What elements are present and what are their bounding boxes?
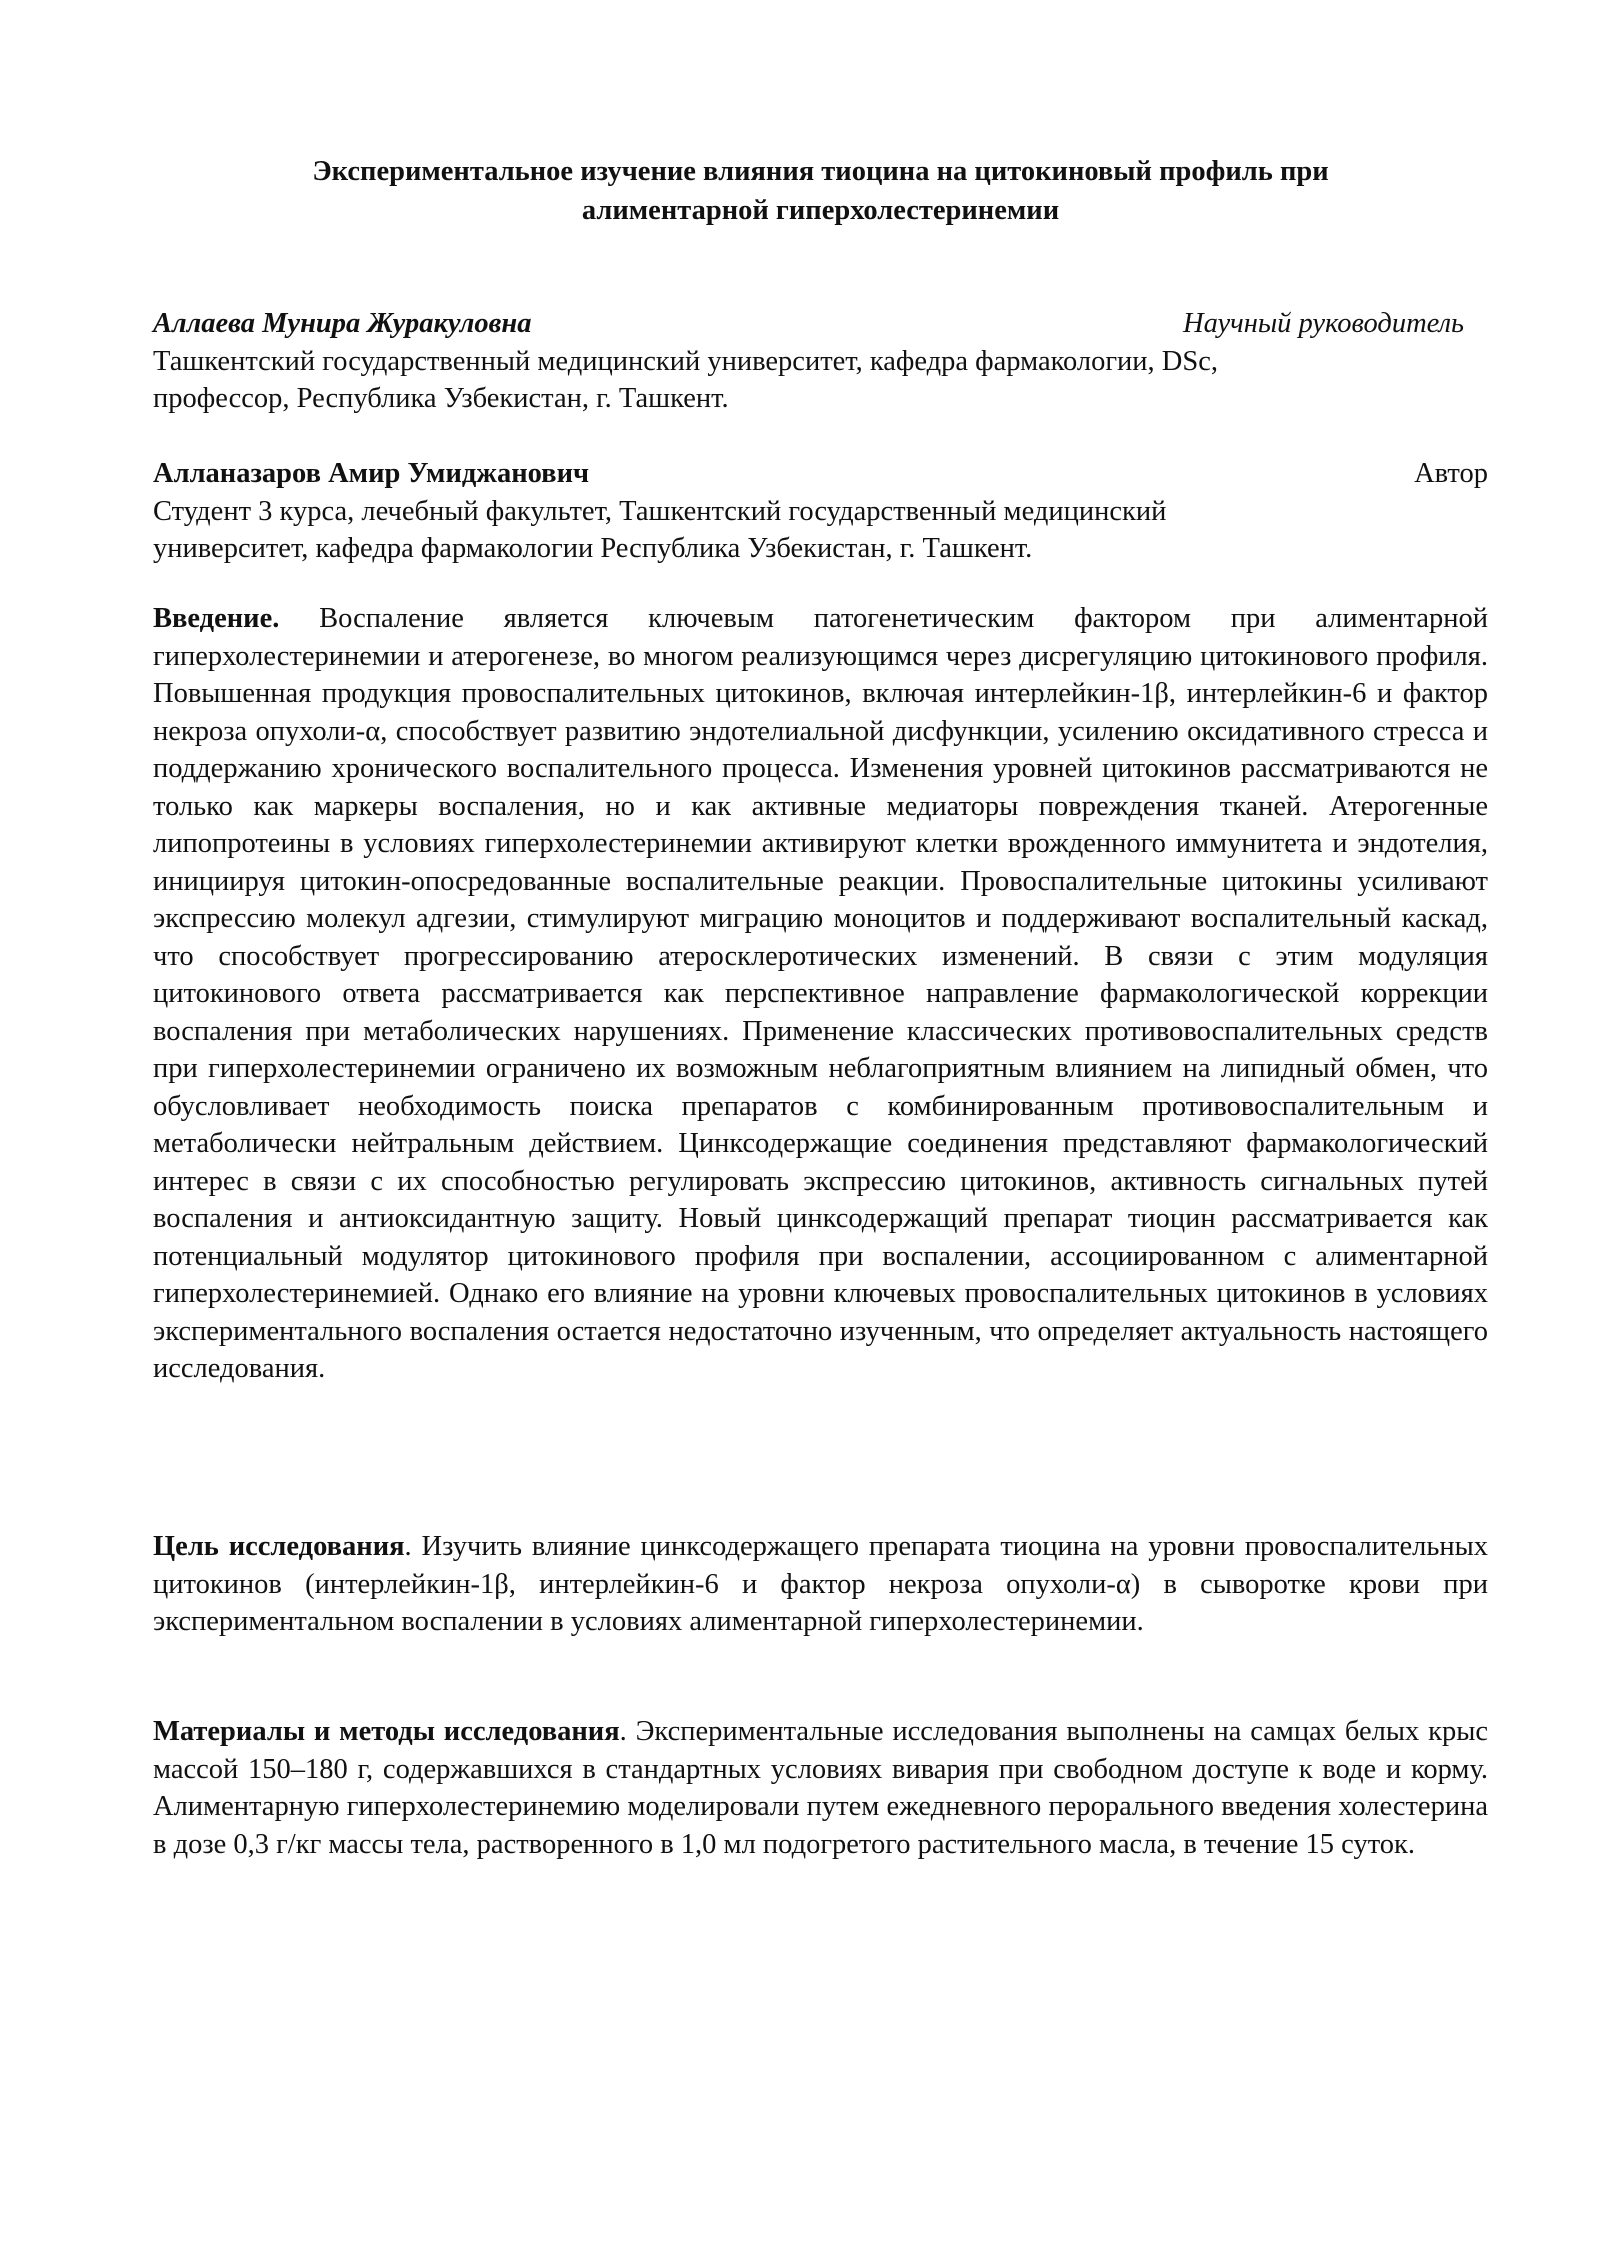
title-line-1: Экспериментальное изучение влияния тиоцина на цитокиновый профиль при (312, 156, 1329, 187)
supervisor-name: Аллаева Мунира Журакуловна (153, 308, 532, 339)
introduction-section (153, 600, 1488, 1388)
methods-text: . Экспериментальные исследования выполнены на самцах белых крыс массой 150–180 г, содержавшихся в стандартных условиях вивария при свободном доступе к воде и корму. Алиментарную гиперхолестеринемию моделировали путем ежедневного перорального введения холестерина в дозе 0,3 г/кг массы тела, растворенного в 1,0 мл подогретого растительного масла, в течение 15 суток. (153, 1716, 1489, 1860)
paper-title (153, 152, 1488, 230)
aim-heading: Цель исследования (153, 1531, 405, 1562)
author-affiliation-line-1: Студент 3 курса, лечебный факультет, Ташкентский государственный медицинский (153, 495, 1167, 527)
introduction-text: Воспаление является ключевым патогенетическим фактором при алиментарной гиперхолестеринемии и атерогенезе, во многом реализующимся через дисрегуляцию цитокинового профиля. Повышенная продукция провоспалительных цитокинов, включая интерлейкин-1β, интерлейкин-6 и фактор некроза опухоли-α, способствует развитию эндотелиальной дисфункции, усилению оксидативного стресса и поддержанию хронического воспалительного процесса. Изменения уровней цитокинов рассматриваются не только как маркеры воспаления, но и как активные медиаторы повреждения тканей. Атерогенные липопротеины в условиях гиперхолестеринемии активируют клетки врожденного иммунитета и эндотелия, инициируя цитокин-опосредованные воспалительные реакции. Провоспалительные цитокины усиливают экспрессию молекул адгезии, стимулируют миграцию моноцитов и поддерживают воспалительный каскад, что способствует прогрессированию атеросклеротических изменений. В связи с этим модуляция цитокинового ответа рассматривается как перспективное направление фармакологической коррекции воспаления при метаболических нарушениях. Применение классических противовоспалительных средств при гиперхолестеринемии ограничено их возможным неблагоприятным влиянием на липидный обмен, что обусловливает необходимость поиска препаратов с комбинированным противовоспалительным и метаболически нейтральным действием. Цинксодержащие соединения представляют фармакологический интерес в связи с их способностью регулировать экспрессию цитокинов, активность сигнальных путей воспаления и антиоксидантную защиту. Новый цинксодержащий препарат тиоцин рассматривается как потенциальный модулятор цитокинового профиля при воспалении, ассоциированном с алиментарной гиперхолестеринемией. Однако его влияние на уровни ключевых провоспалительных цитокинов в условиях экспериментального воспаления остается недостаточно изученным, что определяет актуальность настоящего исследования. (153, 603, 1488, 1384)
supervisor-affiliation-line-1: Ташкентский государственный медицинский университет, кафедра фармакологии, DSc, (153, 345, 1219, 377)
supervisor-block (153, 305, 1488, 418)
introduction-heading: Введение. (153, 603, 280, 634)
aim-text: . Изучить влияние цинксодержащего препарата тиоцина на уровни провоспалительных цитокинов (интерлейкин-1β, интерлейкин-6 и фактор некроза опухоли-α) в сыворотке крови при экспериментальном воспалении в условиях алиментарной гиперхолестеринемии. (153, 1531, 1488, 1637)
author-block (153, 455, 1488, 568)
author-affiliation-line-2: университет, кафедра фармакологии Республика Узбекистан, г. Ташкент. (153, 533, 1033, 564)
methods-heading: Материалы и методы исследования (153, 1716, 620, 1747)
methods-section (153, 1713, 1488, 1863)
author-role: Автор (1414, 458, 1488, 489)
author-name: Алланазаров Амир Умиджанович (153, 458, 590, 489)
title-line-2: алиментарной гиперхолестеринемии (581, 195, 1060, 226)
supervisor-affiliation-line-2: профессор, Республика Узбекистан, г. Ташкент. (153, 383, 729, 414)
supervisor-role: Научный руководитель (1183, 308, 1464, 339)
aim-section (153, 1528, 1488, 1641)
